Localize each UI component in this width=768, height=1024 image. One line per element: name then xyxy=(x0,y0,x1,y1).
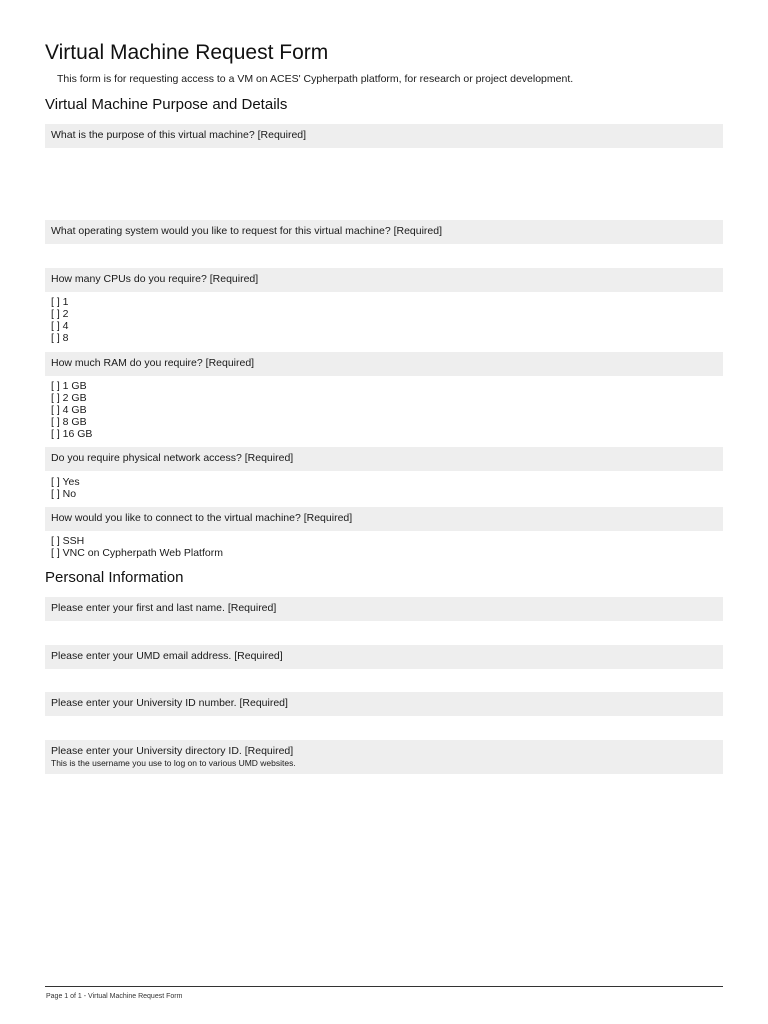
option-ram-8gb[interactable]: [ ] 8 GB xyxy=(51,416,87,428)
question-email: Please enter your UMD email address. [Required] xyxy=(45,645,723,669)
footer-divider xyxy=(45,986,723,987)
form-title: Virtual Machine Request Form xyxy=(45,41,329,64)
form-intro: This form is for requesting access to a VM on ACES' Cypherpath platform, for research or project development. xyxy=(57,73,574,85)
option-cpu-1[interactable]: [ ] 1 xyxy=(51,296,69,308)
question-purpose: What is the purpose of this virtual machine? [Required] xyxy=(45,124,723,148)
question-directory-id-hint: This is the username you use to log on to various UMD websites. xyxy=(51,758,296,768)
option-connect-vnc[interactable]: [ ] VNC on Cypherpath Web Platform xyxy=(51,547,223,559)
option-cpu-2[interactable]: [ ] 2 xyxy=(51,308,69,320)
options-network xyxy=(51,476,80,500)
option-network-no[interactable]: [ ] No xyxy=(51,488,77,500)
question-university-id: Please enter your University ID number. [Required] xyxy=(45,692,723,716)
question-cpus: How many CPUs do you require? [Required] xyxy=(45,268,723,292)
option-ram-2gb[interactable]: [ ] 2 GB xyxy=(51,392,87,404)
page-footer: Page 1 of 1 - Virtual Machine Request Form xyxy=(46,993,183,1000)
question-directory-id xyxy=(45,740,723,774)
section-title-personal-info: Personal Information xyxy=(45,569,184,586)
question-connect: How would you like to connect to the virtual machine? [Required] xyxy=(45,507,723,531)
options-cpus xyxy=(51,296,69,344)
option-ram-4gb[interactable]: [ ] 4 GB xyxy=(51,404,87,416)
option-ram-1gb[interactable]: [ ] 1 GB xyxy=(51,380,87,392)
question-ram: How much RAM do you require? [Required] xyxy=(45,352,723,376)
option-connect-ssh[interactable]: [ ] SSH xyxy=(51,535,85,547)
question-network: Do you require physical network access? [Required] xyxy=(45,447,723,471)
question-os: What operating system would you like to request for this virtual machine? [Required] xyxy=(45,220,723,244)
options-connect xyxy=(51,535,223,559)
option-cpu-8[interactable]: [ ] 8 xyxy=(51,332,69,344)
section-title-vm-details: Virtual Machine Purpose and Details xyxy=(45,96,288,113)
option-cpu-4[interactable]: [ ] 4 xyxy=(51,320,69,332)
option-ram-16gb[interactable]: [ ] 16 GB xyxy=(51,428,93,440)
option-network-yes[interactable]: [ ] Yes xyxy=(51,476,80,488)
options-ram xyxy=(51,380,92,440)
question-name: Please enter your first and last name. [Required] xyxy=(45,597,723,621)
question-directory-id-label: Please enter your University directory ID. [Required] xyxy=(51,745,294,757)
